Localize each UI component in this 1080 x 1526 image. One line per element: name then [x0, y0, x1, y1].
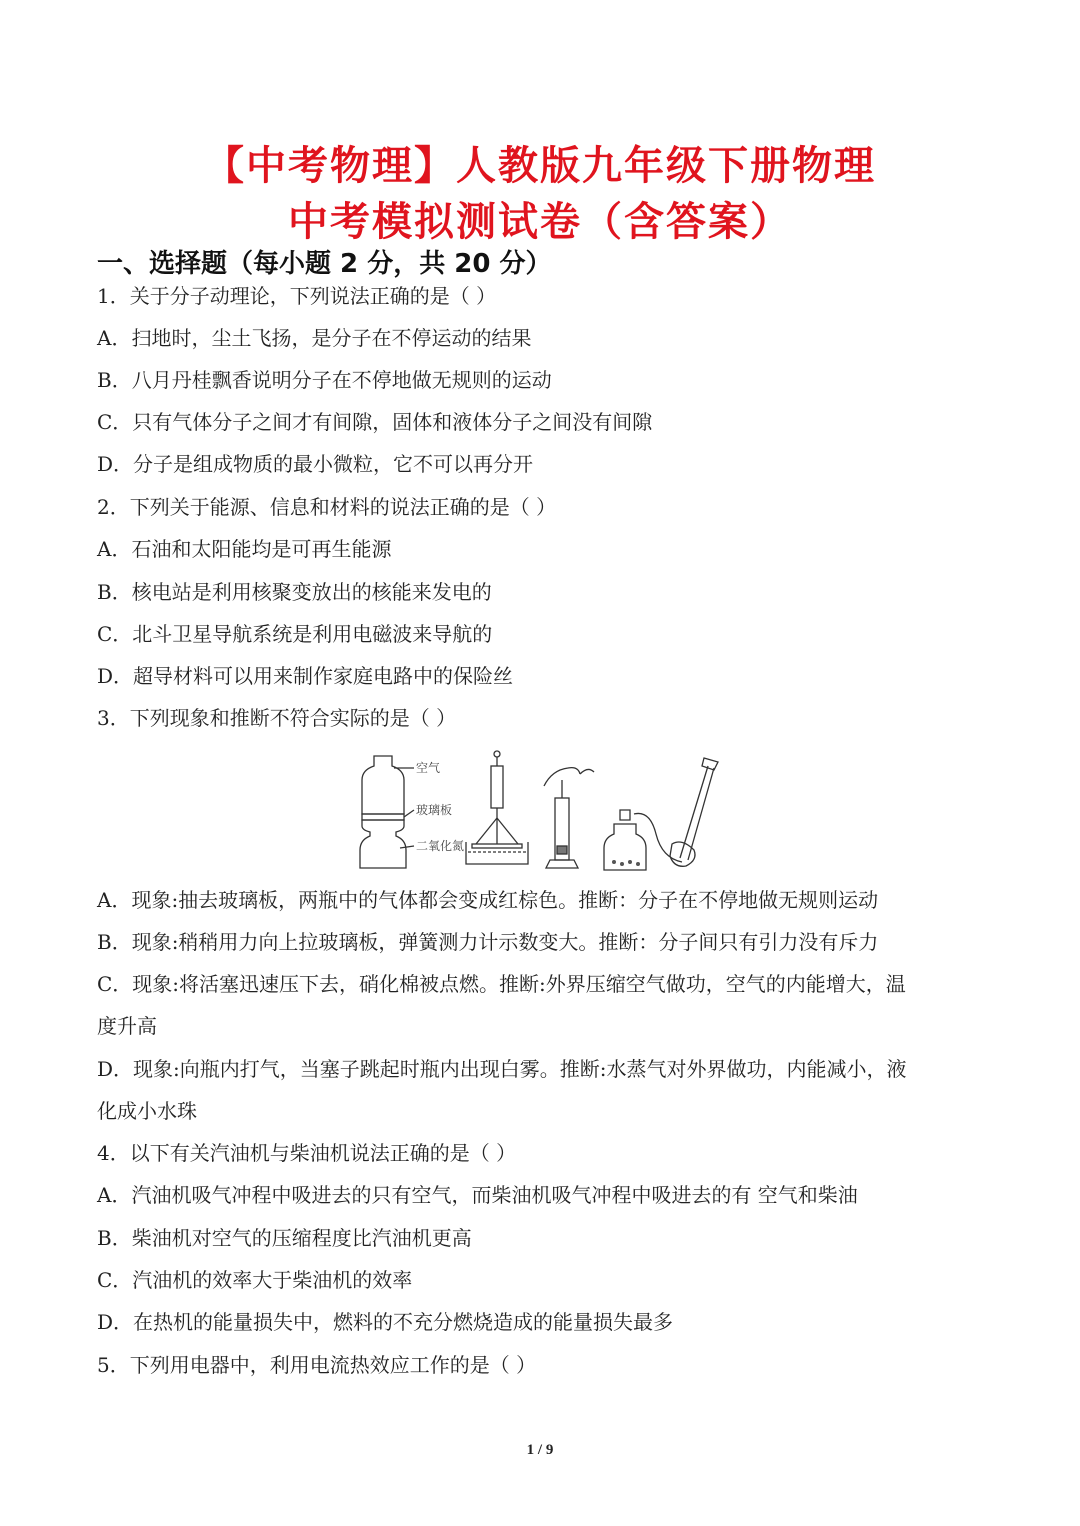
page-title-line-1: 【中考物理】人教版九年级下册物理 [204, 142, 876, 189]
figure-label-air: 空气 [416, 761, 441, 775]
question-3-option-c-cont: 度升高 [97, 1014, 157, 1038]
question-2-option-a: A．石油和太阳能均是可再生能源 [97, 537, 392, 561]
section-heading: 一、选择题（每小题 2 分，共 20 分） [97, 249, 552, 279]
page-title-line-2: 中考模拟测试卷（含答案） [288, 198, 792, 245]
lower-bottle-shape [360, 820, 406, 868]
question-3-option-c: C．现象:将活塞迅速压下去，硝化棉被点燃。推断:外界压缩空气做功，空气的内能增大，温 [97, 972, 906, 996]
question-1-option-a: A．扫地时，尘土飞扬，是分子在不停运动的结果 [97, 326, 532, 350]
question-2-stem: 2．下列关于能源、信息和材料的说法正确的是（ ） [97, 495, 557, 519]
question-2-option-b: B．核电站是利用核聚变放出的核能来发电的 [97, 580, 492, 604]
question-1-option-d: D．分子是组成物质的最小微粒，它不可以再分开 [97, 452, 534, 476]
experiment-illustration [352, 748, 732, 876]
question-1-option-b: B．八月丹桂飘香说明分子在不停地做无规则的运动 [97, 368, 552, 392]
question-4-option-d: D．在热机的能量损失中，燃料的不充分燃烧造成的能量损失最多 [97, 1310, 674, 1334]
question-3-stem: 3．下列现象和推断不符合实际的是（ ） [97, 706, 457, 730]
question-4-option-c: C．汽油机的效率大于柴油机的效率 [97, 1268, 413, 1292]
figure-label-glass-plate: 玻璃板 [416, 803, 453, 817]
question-4-stem: 4．以下有关汽油机与柴油机说法正确的是（ ） [97, 1141, 517, 1165]
question-5-stem: 5．下列用电器中，利用电流热效应工作的是（ ） [97, 1353, 537, 1377]
experiment-figure [352, 748, 732, 876]
question-1-stem: 1．关于分子动理论，下列说法正确的是（ ） [97, 284, 497, 308]
question-3-option-d: D．现象:向瓶内打气，当塞子跳起时瓶内出现白雾。推断:水蒸气对外界做功，内能减小，液 [97, 1057, 907, 1081]
question-2-option-d: D．超导材料可以用来制作家庭电路中的保险丝 [97, 664, 514, 688]
glass-plate-shape [362, 814, 404, 820]
page-number: 1 / 9 [526, 1442, 554, 1458]
question-1-option-c: C．只有气体分子之间才有间隙，固体和液体分子之间没有间隙 [97, 410, 653, 434]
question-3-option-d-cont: 化成小水珠 [97, 1099, 197, 1123]
question-3-option-a: A．现象:抽去玻璃板，两瓶中的气体都会变成红棕色。推断：分子在不停地做无规则运动 [97, 888, 879, 912]
question-4-option-a: A．汽油机吸气冲程中吸进去的只有空气，而柴油机吸气冲程中吸进去的有 空气和柴油 [97, 1183, 858, 1207]
question-2-option-c: C．北斗卫星导航系统是利用电磁波来导航的 [97, 622, 493, 646]
question-3-option-b: B．现象:稍稍用力向上拉玻璃板，弹簧测力计示数变大。推断：分子间只有引力没有斥力 [97, 930, 879, 954]
question-4-option-b: B．柴油机对空气的压缩程度比汽油机更高 [97, 1226, 472, 1250]
upper-bottle-shape [362, 756, 404, 814]
figure-label-no2: 二氧化氮 [416, 839, 465, 853]
